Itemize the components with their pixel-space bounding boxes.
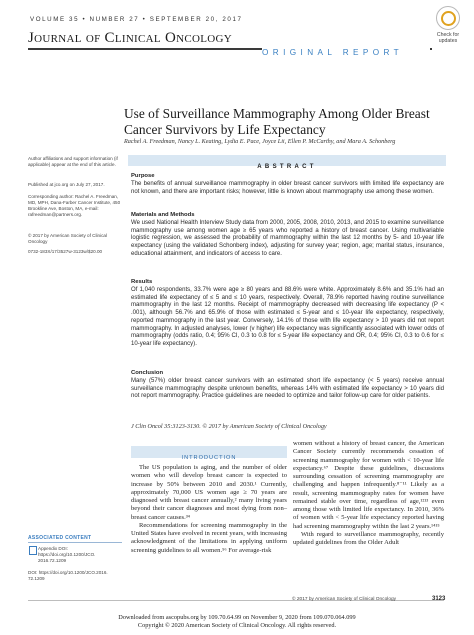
associated-content-rule [28, 542, 122, 543]
intro-paragraph-3: women without a history of breast cancer, the American Cancer Society currently recommends cessation of screening mammography for women with < 10-year life expectancy.⁶⁷ Despite these guidelines, discussions surrounding cessation of screening mammography are challenging and happen infrequently.⁸⁻¹¹ Likely as a result, screening mammography rates for women have remained stable over time, regardless of age,¹²¹³ even among those with limited life expectancy. In 2010, 36% of women with < 5-year life expectancy reported having had screening mammography within the last 2 years.¹⁴¹⁵ [293, 440, 444, 530]
introduction-banner-text: INTRODUCTION [181, 455, 237, 461]
results-heading: Results [131, 279, 153, 285]
volume-line: VOLUME 35 • NUMBER 27 • SEPTEMBER 20, 2017 [30, 16, 243, 23]
author-list: Rachel A. Freedman, Nancy L. Keating, Lydia E. Pace, Joyce Lii, Ellen P. McCarthy, and Mara A. Schonberg [124, 138, 396, 145]
abstract-banner [128, 155, 446, 170]
download-copyright: Copyright © 2020 American Society of Clinical Oncology. All rights reserved. [137, 622, 337, 629]
check-for-updates-badge[interactable] [428, 6, 468, 50]
published-note: Published at jco.org on July 27, 2017. [28, 182, 105, 187]
abstract-banner-text: ABSTRACT [257, 164, 317, 170]
correspondence-note: Corresponding author: Rachel A. Freedman, MD, MPH, Dana-Farber Cancer Institute, 450 Brookline Ave, Boston, MA, e-mail: rafreedman@partners.org. [28, 194, 121, 218]
download-notice: Downloaded from ascopubs.org by 109.70.64.99 on November 9, 2020 from 109.070.064.099 [118, 614, 356, 621]
appendix-doi-link[interactable]: Appendix DOI: https://doi.org/10.1200/JCO. 2016.72.1209 [38, 546, 96, 563]
methods-heading: Materials and Methods [131, 212, 195, 218]
footer-copyright: © 2017 by American Society of Clinical Oncology [292, 597, 397, 602]
check-updates-icon [436, 6, 460, 30]
page-number: 3123 [432, 596, 446, 602]
copyright-note: © 2017 by American Society of Clinical Oncology [28, 233, 107, 245]
issn-note: 0732-183X/17/3527w-3123w/$20.00 [28, 249, 103, 254]
article-type-label [262, 42, 430, 57]
affiliations-note: Author affiliations and support information (if applicable) appear at the end of this article. [28, 156, 118, 168]
conclusion-text: Many (57%) older breast cancer survivors with an estimated short life expectancy (< 5 years) receive annual surveillance mammography despite unknown benefits, whereas 14% with estimated life expectancy > 10 years did not report mammography. Practice guidelines are needed to optimize and tailor follow-up care for older patients. [131, 378, 444, 400]
methods-text: We used National Health Interview Study data from 2000, 2005, 2008, 2010, 2013, and 2015 to examine surveillance mammography use among women age ≥ 65 years who reported a history of breast cancer. Using multivariable logistic regression, we assessed the probability of mammography within the last 12 months by 5- and 10-year life expectancy (using the validated Schonberg index), adjusting for survey year; region, age; marital status, insurance, educational attainment, and indicators of access to care. [131, 220, 444, 257]
check-updates-line-1: Check for [436, 32, 460, 38]
introduction-banner [131, 446, 287, 461]
intro-paragraph-1: The US population is aging, and the number of older women who will develop breast cancer is expected to increase by 50% between 2010 and 2030.¹ Currently, approximately 70,000 US women age ≥ 70 years are diagnosed with breast cancer annually,² many living years beyond their cancer diagnoses and most dying from non–breast cancer causes.³⁴ [131, 464, 287, 521]
purpose-heading: Purpose [131, 173, 155, 179]
intro-left-column [131, 464, 287, 555]
intro-paragraph-2: Recommendations for screening mammography in the United States have evolved in recent years, with increasing acknowledgment of the limitations in applying uniform screening guidelines to all women.⁵⁶ For average-risk [131, 521, 287, 554]
intro-paragraph-4: With regard to surveillance mammography, recently updated guidelines from the Older Adult [293, 530, 444, 546]
results-text: Of 1,040 respondents, 33.7% were age ≥ 80 years and 88.6% were white. Approximately 8.6% and 35.1% had an estimated life expectancy of ≤ 5 and ≤ 10 years, respectively. Overall, 78.9% reported having routine surveillance mammography in the last 12 months. Receipt of mammography decreased with decreasing life expectancy (P < .001), although 56.7% and 65.9% of those with estimated ≤ 5-year and ≤ 10-year life expectancy, respectively, reported mammography in the last year. Conversely, 14.1% of those with life expectancy > 10 years did not report mammography. In adjusted analyses, lower (v higher) life expectancy was significantly associated with lower odds of mammography (odds ratio, 0.4; 95% CI, 0.3 to 0.8 for ≤ 5-year life expectancy and OR, 0.4; 95% CI, 0.3 to 0.6 for ≤ 10-year life expectancy). [131, 287, 444, 347]
intro-right-column [293, 440, 444, 547]
article-title: Use of Surveillance Mammography Among Older Breast Cancer Survivors by Life Expectancy [124, 106, 430, 137]
associated-content-heading: ASSOCIATED CONTENT [28, 535, 92, 541]
check-updates-line-2: updates [438, 38, 458, 44]
appendix-document-icon [29, 546, 37, 555]
article-doi-link[interactable]: DOI: https://doi.org/10.1200/JCO.2016. 72.1209 [28, 570, 108, 581]
journal-name: Journal of Clinical Oncology [28, 30, 232, 46]
article-type-text: ORIGINAL REPORT [262, 48, 404, 57]
purpose-text: The benefits of annual surveillance mammography in older breast cancer survivors with limited life expectancy are not known, and there are important risks; however, little is known about mammography use among these women. [131, 181, 444, 195]
citation-line: J Clin Oncol 35:3123-3130. © 2017 by American Society of Clinical Oncology [131, 423, 327, 430]
conclusion-heading: Conclusion [131, 370, 164, 376]
